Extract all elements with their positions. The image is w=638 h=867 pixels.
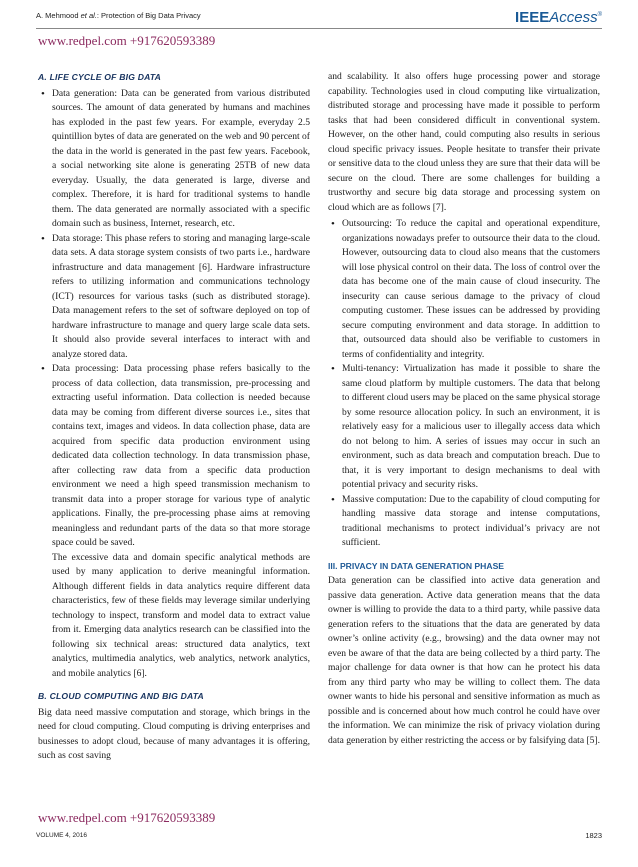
watermark-bottom: www.redpel.com +917620593389 xyxy=(38,810,216,825)
section-b-heading: B. CLOUD COMPUTING AND BIG DATA xyxy=(38,691,204,701)
cloud-paragraph: Big data need massive computation and storage, which brings in the need for cloud computing. Cloud computing is driving enterprises and businesses to adopt cloud, because of many advantages it is offering, such as cost saving xyxy=(38,706,310,761)
data-generation-paragraph: Data generation can be classified into active data generation and passive data generation. Active data generation means that the data owner is willing to provide the data to a third party, while passive data generation refers to the situations that the data are generated by data owner’s online activity (e.g., browsing) and the data owner may not even be aware of that the data are being collected by a third party. The major challenge for data owner is that how can he protect his data from any third party who may be willing to collect them. The data owner wants to hide his personal and sensitive information as much as possible and is concerned about how much control he could have over the information. We can minimize the risk of privacy violation during data generation by either restricting the access or by falsifying data [5]. xyxy=(328,575,600,746)
analytics-paragraph: The excessive data and domain specific analytical methods are used by many application to derive meaningful information. Although different fields in data analytics require different data characteristics, few of these fields may leverage similar underlying technology to inspect, transform and model data to extract value from it. Emerging data analytics research can be classified into the following six technical areas: structured data analytics, text analytics, multimedia analytics, web analytics, network analytics, and mobile analytics [6]. xyxy=(52,551,310,679)
logo-ieee: IEEE xyxy=(515,9,550,26)
challenges-list xyxy=(328,217,600,551)
footer-page-number: 1823 xyxy=(585,831,602,840)
cloud-continuation-paragraph: and scalability. It also offers huge processing power and storage capability. Technologies used in cloud computing like virtualization, distributed storage and processing have made it possible to perform tasks that had been considered difficult in conventional system. However, on the other hand, could computing also results in serious cloud specific privacy issues. People hesitate to transfer their private or sensitive data to the cloud unless they are sure that their data will be secure on the cloud. There are some challenges for building a trustworthy and secure big data storage and processing system on cloud which are as follows [7]. xyxy=(328,71,600,213)
header-authors-etal: et al. xyxy=(80,11,97,20)
list-item: • Data generation: Data can be generated from various distributed sources. The amount of data generated by humans and machines has exploded in the past few years. For example, everyday 2.5 quintillion bytes of data are generated on the web and 90 percent of the data in the world is generated in the past few years. Facebook, a social networking site alone is generating 25TB of new data everyday. Usually, the data generated is large, diverse and complex. Therefore, it is hard for traditional systems to handle them. The data generated are normally associated with a specific domain such as business, Internet, research, etc. xyxy=(52,87,310,232)
list-item: • Outsourcing: To reduce the capital and operational expenditure, organizations nowadays prefer to outsource their data to the cloud. However, outsourcing data to cloud also means that the customers will lose physical control on their data. The loss of control over the data has become one of the main cause of cloud insecurity. The insecurity can cause serious damage to the privacy of cloud computing customer. These issues can be addressed by providing secure computing environment and data storage. In addittion to that, outsourced data should also be verifiable to customers in terms of confidentiality and integrity. xyxy=(342,217,600,362)
running-header xyxy=(36,11,201,20)
lifecycle-list xyxy=(38,87,310,551)
ieee-access-logo xyxy=(515,9,602,26)
section-a-heading: A. LIFE CYCLE OF BIG DATA xyxy=(38,72,162,82)
list-item: • Data storage: This phase refers to storing and managing large-scale data sets. A data storage system consists of two parts i.e., hardware infrastructure and data management [6]. Hardware infrastructure refers to utilizing information and communications technology (ICT) resources for various tasks (such as distributed storage). Data management refers to the set of software deployed on top of hardware infrastructure to manage and query large scale data sets. It should also provide several interfaces to interact with and analyze stored data. xyxy=(52,232,310,363)
logo-access: Access xyxy=(549,9,598,26)
list-item: • Data processing: Data processing phase refers basically to the process of data collection, data transmission, pre-processing and extracting useful information. Data collection is needed because data may be coming from different diverse sources i.e., sites that contains text, images and videos. In data collection phase, data are acquired from specific data production environment using dedicated data collection technology. In data transmission phase, after collecting raw data from a specific data production environment we need a high speed transmission mechanism to transmit data into a proper storage for various type of analytic applications. Finally, the pre-processing phase aims at removing meaningless and redundant parts of the data so that more storage space could be saved. xyxy=(52,362,310,551)
list-item: • Multi-tenancy: Virtualization has made it possible to share the same cloud platform by multiple customers. The data that belong to different cloud users may be placed on the same physical storage by some resource allocation policy. In such an environment, it is relatively easy for a malicious user to illegally access data which do not belong to him. A series of issues may occur in such an environment, such as data breach and computation breach. Due to that, it is very important to design mechanisms to deal with potential privacy and security risks. xyxy=(342,362,600,493)
right-column xyxy=(328,70,600,748)
header-authors-suffix: : Protection of Big Data Privacy xyxy=(96,11,201,20)
header-rule xyxy=(36,28,602,29)
left-column xyxy=(38,70,310,764)
footer-volume: VOLUME 4, 2016 xyxy=(36,832,87,839)
section-iii-heading: III. PRIVACY IN DATA GENERATION PHASE xyxy=(328,560,505,571)
watermark-top: www.redpel.com +917620593389 xyxy=(38,33,216,48)
header-authors-prefix: A. Mehmood xyxy=(36,11,81,20)
list-item: • Massive computation: Due to the capability of cloud computing for handling massive data storage and intense computations, traditional mechanisms to protect individual’s privacy are not sufficient. xyxy=(342,493,600,551)
logo-mark: ® xyxy=(597,12,602,18)
